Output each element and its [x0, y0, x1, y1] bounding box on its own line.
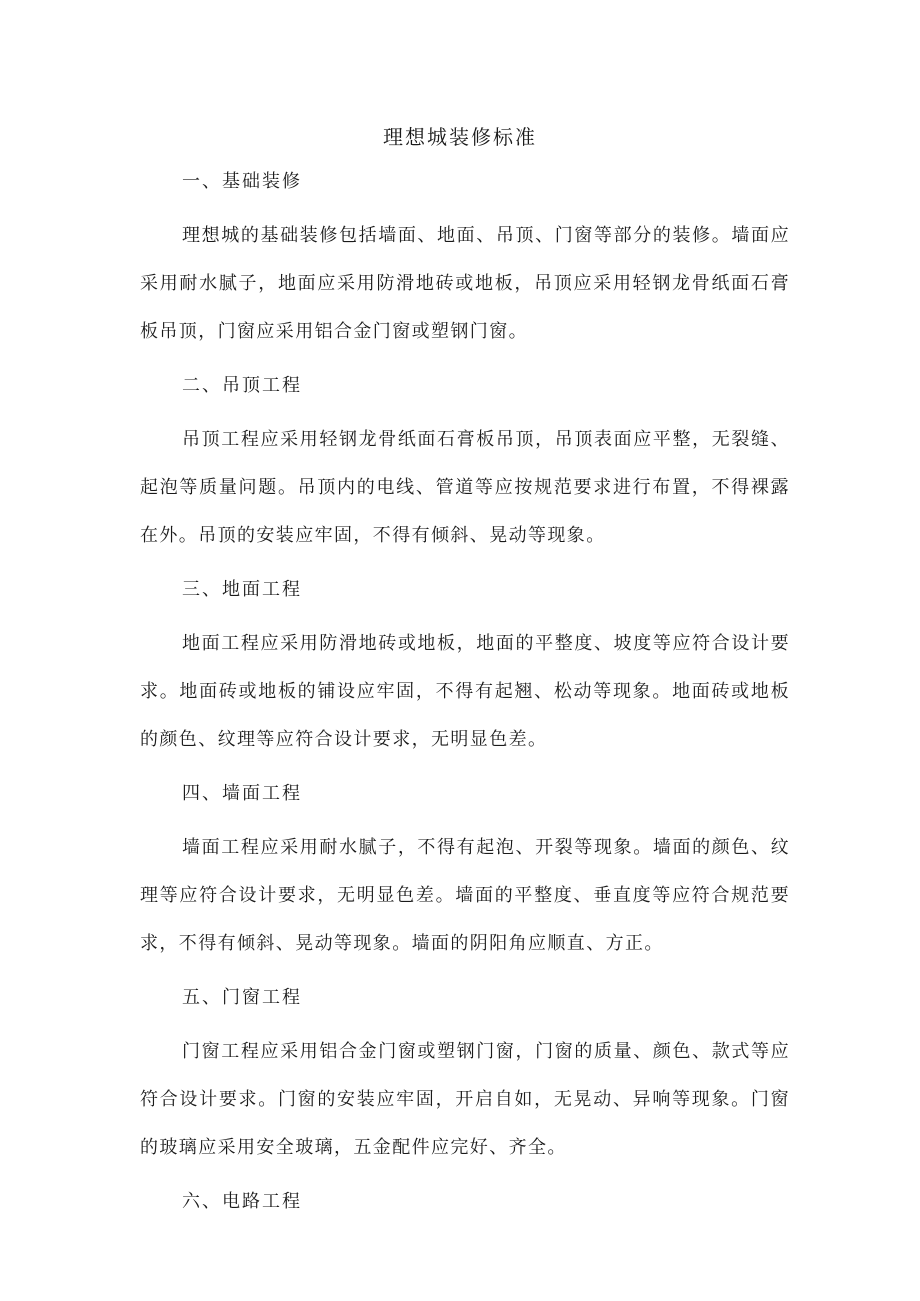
- section-paragraph-wall: 墙面工程应采用耐水腻子，不得有起泡、开裂等现象。墙面的颜色、纹理等应符合设计要求，无明显色差。墙面的平整度、垂直度等应符合规范要求，不得有倾斜、晃动等现象。墙面的阴阳角应顺直、方正。: [140, 837, 790, 954]
- document-title: 理想城装修标准: [383, 125, 537, 149]
- section-heading-wall: 四、墙面工程: [182, 783, 302, 804]
- document-body: [140, 166, 790, 1218]
- section-paragraph-doors-windows: 门窗工程应采用铝合金门窗或塑钢门窗，门窗的质量、颜色、款式等应符合设计要求。门窗的安装应牢固，开启自如，无晃动、异响等现象。门窗的玻璃应采用安全玻璃，五金配件应完好、齐全。: [140, 1041, 790, 1158]
- section-paragraph-ceiling: 吊顶工程应采用轻钢龙骨纸面石膏板吊顶，吊顶表面应平整，无裂缝、起泡等质量问题。吊顶内的电线、管道等应按规范要求进行布置，不得裸露在外。吊顶的安装应牢固，不得有倾斜、晃动等现象。: [140, 429, 790, 546]
- section-heading-doors-windows: 五、门窗工程: [182, 987, 302, 1008]
- section-heading-basic-decoration: 一、基础装修: [182, 171, 302, 192]
- section-heading-floor: 三、地面工程: [182, 579, 302, 600]
- section-heading-electrical: 六、电路工程: [182, 1191, 302, 1212]
- section-paragraph-basic-decoration: 理想城的基础装修包括墙面、地面、吊顶、门窗等部分的装修。墙面应采用耐水腻子，地面应采用防滑地砖或地板，吊顶应采用轻钢龙骨纸面石膏板吊顶，门窗应采用铝合金门窗或塑钢门窗。: [140, 225, 790, 342]
- section-paragraph-floor: 地面工程应采用防滑地砖或地板，地面的平整度、坡度等应符合设计要求。地面砖或地板的铺设应牢固，不得有起翘、松动等现象。地面砖或地板的颜色、纹理等应符合设计要求，无明显色差。: [140, 633, 790, 750]
- section-heading-ceiling: 二、吊顶工程: [182, 375, 302, 396]
